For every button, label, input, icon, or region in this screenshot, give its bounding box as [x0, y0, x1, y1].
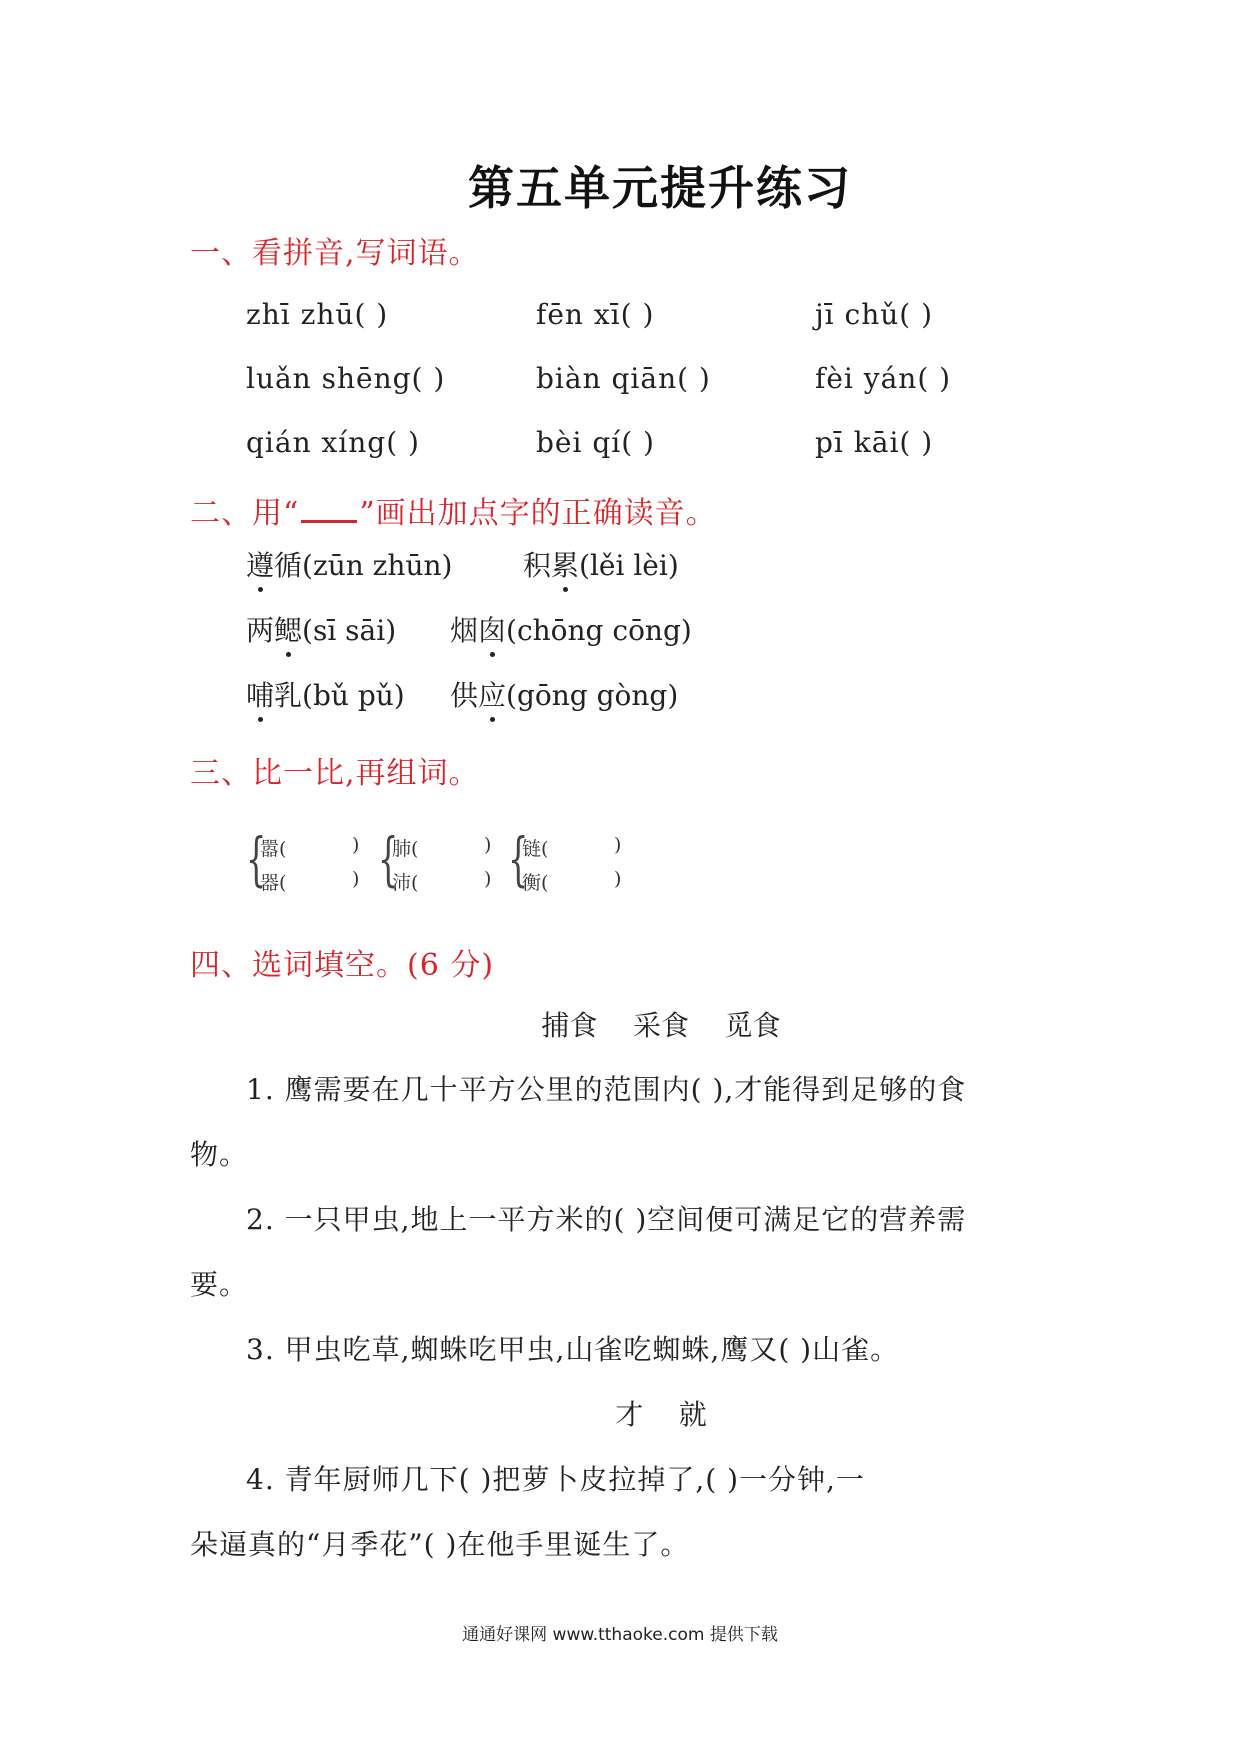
- question-4-line1: 4. 青年厨师几下( )把萝卜皮拉掉了,( )一分钟,一: [246, 1463, 865, 1496]
- compare-group: [508, 825, 638, 904]
- char: 供: [450, 679, 479, 712]
- reading-item: [450, 609, 692, 649]
- close-paren: ): [614, 834, 622, 856]
- footer-credit: 通通好课网 www.tthaoke.com 提供下载: [462, 1625, 778, 1645]
- reading-item: [450, 674, 678, 714]
- word-options: 才 就: [615, 1398, 707, 1431]
- page-title: 第五单元提升练习: [468, 161, 852, 215]
- pinyin-item: qián xíng( ): [246, 426, 420, 459]
- pinyin-item: luǎn shēng( ): [246, 362, 446, 395]
- brace-icon: {: [508, 825, 529, 893]
- close-paren: ): [614, 868, 622, 890]
- brace-icon: {: [246, 825, 267, 893]
- section-1-heading: 一、看拼音,写词语。: [190, 236, 480, 271]
- reading-item: [246, 674, 405, 714]
- word-options: 捕食 采食 觅食: [541, 1009, 781, 1042]
- reading-options: (gōng gòng): [506, 679, 679, 712]
- char: 两: [246, 614, 275, 647]
- compare-group: [246, 825, 376, 904]
- pinyin-item: bèi qí( ): [536, 426, 655, 459]
- close-paren: ): [352, 868, 360, 890]
- question-1-line1: 1. 鹰需要在几十平方公里的范围内( ),才能得到足够的食: [246, 1073, 967, 1106]
- question-1-line2: 物。: [190, 1138, 249, 1171]
- pinyin-item: fèi yán( ): [815, 362, 952, 395]
- section-2-heading-pre: 二、用“: [190, 496, 300, 531]
- question-2-line1: 2. 一只甲虫,地上一平方米的( )空间便可满足它的营养需: [246, 1203, 967, 1236]
- dotted-char: 应: [478, 674, 506, 714]
- pinyin-item: zhī zhū( ): [246, 298, 389, 331]
- section-4-heading: 四、选词填空。(6 分): [190, 948, 495, 983]
- reading-options: (lěi lèi): [579, 549, 679, 582]
- compare-group: [378, 825, 508, 904]
- pinyin-item: jī chǔ( ): [815, 298, 934, 331]
- compare-top: 嚣(: [260, 838, 287, 860]
- reading-options: (bǔ pǔ): [302, 679, 405, 712]
- reading-item: [246, 609, 396, 649]
- dotted-char: 囱: [478, 609, 506, 649]
- dotted-char: 累: [551, 544, 579, 584]
- compare-bottom: 沛(: [392, 872, 419, 894]
- char: 循: [274, 549, 303, 582]
- reading-options: (zūn zhūn): [302, 549, 453, 582]
- section-2-heading-post: ”画出加点字的正确读音。: [359, 496, 717, 531]
- compare-bottom: 衡(: [522, 872, 549, 894]
- section-3-heading: 三、比一比,再组词。: [190, 756, 480, 791]
- close-paren: ): [352, 834, 360, 856]
- char: 烟: [450, 614, 479, 647]
- section-2-heading: [190, 488, 717, 532]
- pinyin-item: biàn qiān( ): [536, 362, 711, 395]
- question-2-line2: 要。: [190, 1268, 249, 1301]
- reading-options: (chōng cōng): [506, 614, 692, 647]
- compare-top: 链(: [522, 838, 549, 860]
- compare-bottom: 器(: [260, 872, 287, 894]
- underline-sample: [301, 498, 357, 523]
- char: 积: [523, 549, 552, 582]
- dotted-char: 遵: [246, 544, 274, 584]
- compare-top: 肺(: [392, 838, 419, 860]
- reading-item: [523, 544, 679, 584]
- close-paren: ): [484, 868, 492, 890]
- dotted-char: 鳃: [274, 609, 302, 649]
- question-3: 3. 甲虫吃草,蜘蛛吃甲虫,山雀吃蜘蛛,鹰又( )山雀。: [246, 1333, 900, 1366]
- question-4-line2: 朵逼真的“月季花”( )在他手里诞生了。: [190, 1528, 690, 1561]
- close-paren: ): [484, 834, 492, 856]
- reading-options: (sī sāi): [302, 614, 397, 647]
- reading-item: [246, 544, 452, 584]
- brace-icon: {: [378, 825, 399, 893]
- pinyin-item: fēn xī( ): [536, 298, 655, 331]
- char: 乳: [274, 679, 303, 712]
- pinyin-item: pī kāi( ): [815, 426, 934, 459]
- dotted-char: 哺: [246, 674, 274, 714]
